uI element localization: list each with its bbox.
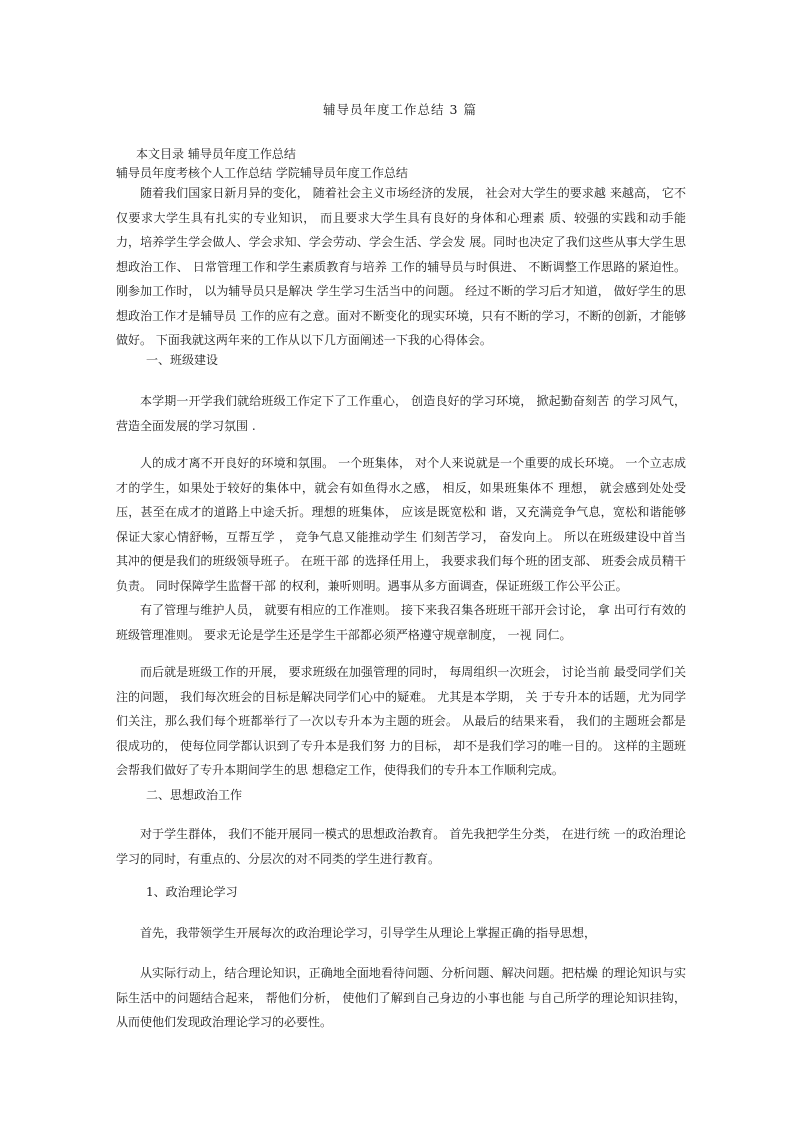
table-of-contents-line-1: 本文目录 辅导员年度工作总结	[136, 147, 296, 161]
section-1-paragraph-4: 而后就是班级工作的开展， 要求班级在加强管理的同时， 每周组织一次班会， 讨论当前 最受同学们关注的问题， 我们每次班会的目标是解决同学们心中的疑难。 尤其是本学期， 关 于专升本的话题，尤为同学们关注，那么我们每个班都举行了一次以专升本为主题的班会。 从最后的结果来看， 我们的主题班会都是很成功的， 使每位同学都认识到了专升本是我们努 力的目标， 却不是我们学习的唯一目的。 这样的主题班会帮我们做好了专升本期间学生的思 想稳定工作，使得我们的专升本工作顺利完成。	[116, 665, 686, 777]
section-1-paragraph-3: 有了管理与维护人员， 就要有相应的工作准则。 接下来我召集各班班干部开会讨论， 拿 出可行有效的班级管理准则。 要求无论是学生还是学生干部都必须严格遵守规章制度， 一视 同仁。	[116, 603, 686, 642]
section-1-paragraph-2: 人的成才离不开良好的环境和氛围。 一个班集体， 对个人来说就是一个重要的成长环境。 一个立志成才的学生，如果处于较好的集体中，就会有如鱼得水之感， 相反，如果班集体不 理想， 就会感到处处受压，甚至在成才的道路上中途夭折。理想的班集体， 应该是既宽松和 谐，又充满竞争气息，宽松和谐能够保证大家心情舒畅，互帮互学 ， 竞争气息又能推动学生 们刻苦学习， 奋发向上。 所以在班级建设中首当其冲的便是我们的班级领导班子。 在班干部 的选择任用上， 我要求我们每个班的团支部、 班委会成员精干负责。 同时保障学生监督干部 的权利，兼听则明。遇事从多方面调查，保证班级工作公平公正。	[116, 456, 686, 593]
section-1-heading: 一、班级建设	[146, 353, 219, 367]
subsection-1-paragraph-1: 首先，我带领学生开展每次的政治理论学习，引导学生从理论上掌握正确的指导思想，	[140, 926, 597, 940]
intro-paragraph: 随着我们国家日新月异的变化， 随着社会主义市场经济的发展， 社会对大学生的要求越 来越高， 它不仅要求大学生具有扎实的专业知识， 而且要求大学生具有良好的身体和心理素 质、较强的实践和动手能力，培养学生学会做人、学会求知、学会劳动、学会生活、学会发 展。同时也决定了我们这些从事大学生思想政治工作、 日常管理工作和学生素质教育与培养 工作的辅导员与时俱进、 不断调整工作思路的紧迫性。刚参加工作时， 以为辅导员只是解决 学生学习生活当中的问题。 经过不断的学习后才知道， 做好学生的思想政治工作才是辅导员 工作的应有之意。面对不断变化的现实环境，只有不断的学习，不断的创新，才能够做好。 下面我就这两年来的工作从以下几方面阐述一下我的心得体会。	[116, 186, 686, 347]
table-of-contents-line-2: 辅导员年度考核个人工作总结 学院辅导员年度工作总结	[116, 166, 408, 180]
subsection-1-paragraph-2: 从实际行动上，结合理论知识，正确地全面地看待问题、分析问题、解决问题。把枯燥 的理论知识与实际生活中的问题结合起来， 帮他们分析， 使他们了解到自己身边的小事也能 与自己所学的理论知识挂钩，从而使他们发现政治理论学习的必要性。	[116, 966, 686, 1029]
section-1-paragraph-1: 本学期一开学我们就给班级工作定下了工作重心， 创造良好的学习环境， 掀起勤奋刻苦 的学习风气，营造全面发展的学习氛围 .	[116, 394, 686, 433]
document-title: 辅导员年度工作总结 3 篇	[323, 102, 477, 117]
subsection-1-heading: 1、政治理论学习	[146, 885, 238, 899]
section-2-paragraph-1: 对于学生群体， 我们不能开展同一模式的思想政治教育。 首先我把学生分类， 在进行统 一的政治理论学习的同时，有重点的、分层次的对不同类的学生进行教育。	[116, 827, 686, 866]
section-2-heading: 二、思想政治工作	[146, 788, 243, 802]
